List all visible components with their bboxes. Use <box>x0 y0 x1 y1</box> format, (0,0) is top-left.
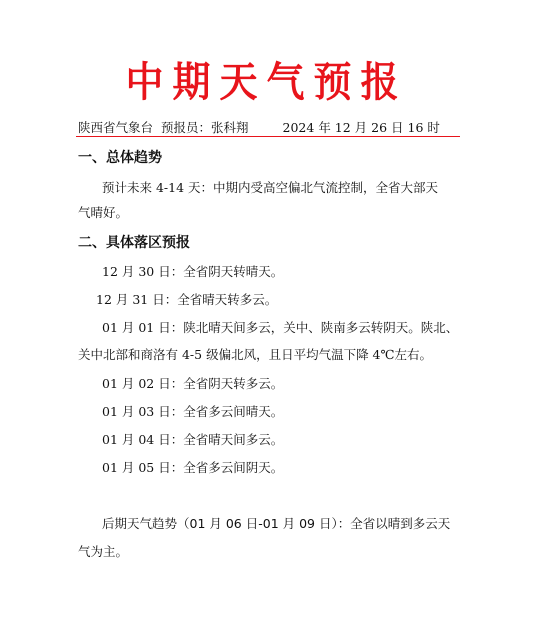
forecast-0105: 01 月 05 日：全省多云间阴天。 <box>102 460 284 475</box>
forecast-0101-line2: 关中北部和商洛有 4-5 级偏北风，且日平均气温下降 4℃左右。 <box>78 347 432 362</box>
forecast-0102: 01 月 02 日：全省阴天转多云。 <box>102 376 284 391</box>
overall-text-line2: 气晴好。 <box>78 205 129 220</box>
issuing-org: 陕西省气象台 <box>78 120 154 135</box>
overall-text-line1: 预计未来 4-14 天：中期内受高空偏北气流控制，全省大部天 <box>102 180 439 195</box>
section-heading-overall: 一、总体趋势 <box>78 150 162 166</box>
forecast-0103: 01 月 03 日：全省多云间晴天。 <box>102 404 284 419</box>
section-heading-detail: 二、具体落区预报 <box>78 235 190 251</box>
forecast-1230: 12 月 30 日：全省阴天转晴天。 <box>102 264 284 279</box>
later-trend-line2: 气为主。 <box>78 544 129 559</box>
forecaster: 预报员：张科翔 <box>161 120 249 135</box>
page-title: 中期天气预报 <box>125 58 408 106</box>
header-divider <box>76 136 460 137</box>
issue-time: 2024 年 12 月 26 日 16 时 <box>282 120 440 135</box>
forecast-0104: 01 月 04 日：全省晴天间多云。 <box>102 432 284 447</box>
forecast-1231: 12 月 31 日：全省晴天转多云。 <box>96 292 278 307</box>
forecast-0101-line1: 01 月 01 日：陕北晴天间多云，关中、陕南多云转阴天。陕北、 <box>102 320 459 335</box>
header-meta <box>78 119 458 137</box>
later-trend-line1: 后期天气趋势（01 月 06 日-01 月 09 日）：全省以晴到多云天 <box>102 516 451 531</box>
